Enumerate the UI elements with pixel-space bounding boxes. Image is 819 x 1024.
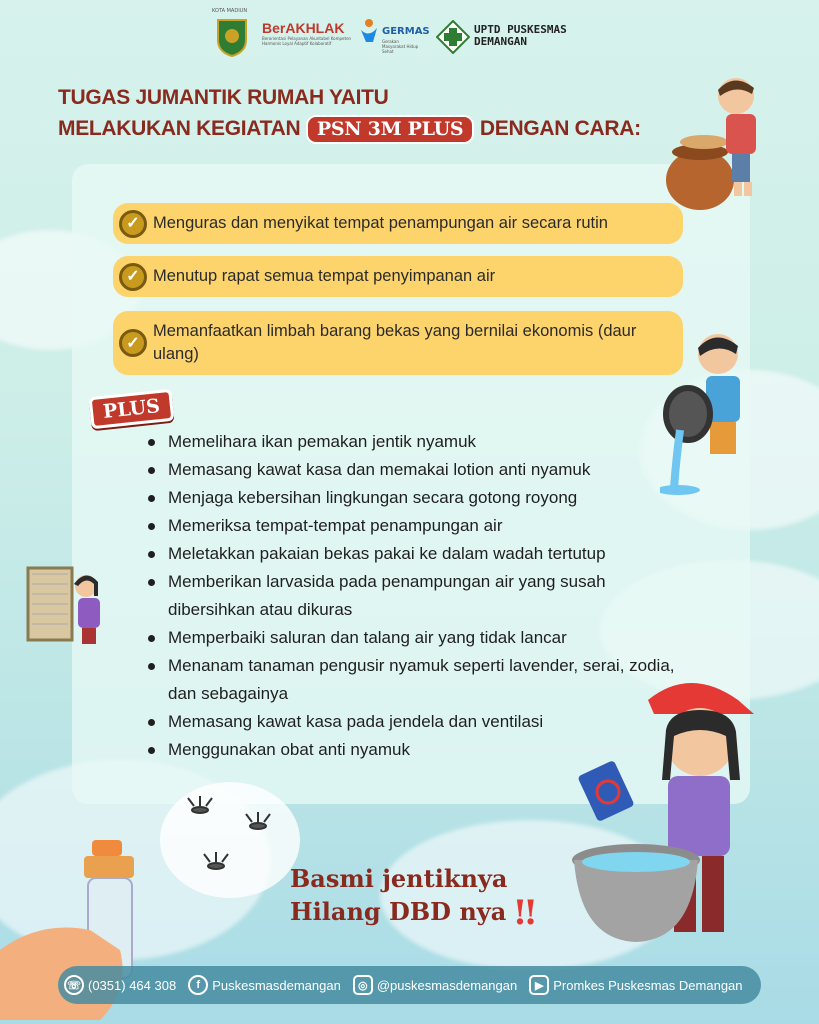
title-line2-post: DENGAN CARA: bbox=[479, 117, 641, 140]
phone-contact[interactable] bbox=[64, 975, 176, 995]
instagram-icon: ◎ bbox=[353, 975, 373, 995]
berakhlak-text: BerAKHLAK bbox=[262, 20, 345, 36]
page-title bbox=[58, 82, 698, 144]
girl-with-screen-illustration bbox=[24, 564, 114, 654]
instagram-link[interactable] bbox=[353, 975, 517, 995]
step-text: Menutup rapat semua tempat penyimpanan air bbox=[153, 267, 496, 285]
list-item: Memelihara ikan pemakan jentik nyamuk bbox=[144, 428, 684, 456]
title-line1: TUGAS JUMANTIK RUMAH YAITU bbox=[58, 86, 389, 109]
city-logo-text: KOTA MADIUN bbox=[212, 8, 248, 14]
puskesmas-line2: DEMANGAN bbox=[474, 35, 527, 48]
youtube-icon: ▶ bbox=[529, 975, 549, 995]
instagram-text: @puskesmasdemangan bbox=[376, 977, 518, 993]
mosquito-cloud-illustration bbox=[150, 770, 310, 920]
city-emblem-icon bbox=[214, 14, 250, 58]
list-item: Menjaga kebersihan lingkungan secara gotong royong bbox=[144, 484, 684, 512]
slogan-line2 bbox=[290, 893, 537, 933]
list-item: Menggunakan obat anti nyamuk bbox=[144, 736, 684, 764]
list-item: Meletakkan pakaian bekas pakai ke dalam wadah tertutup bbox=[144, 540, 684, 568]
phone-icon: ☏ bbox=[64, 975, 84, 995]
germas-figure-icon bbox=[358, 18, 380, 44]
plus-badge: PLUS bbox=[89, 389, 175, 429]
check-icon: ✓ bbox=[119, 263, 147, 291]
phone-text: (0351) 464 308 bbox=[88, 977, 177, 993]
berakhlak-logo bbox=[262, 20, 358, 46]
header-logos bbox=[212, 8, 612, 60]
puskesmas-name bbox=[474, 24, 567, 48]
facebook-icon: f bbox=[188, 975, 208, 995]
psn-3m-plus-tag: PSN 3M PLUS bbox=[306, 115, 474, 144]
list-item: Memperbaiki saluran dan talang air yang tidak lancar bbox=[144, 624, 684, 652]
step-text: Memanfaatkan limbah barang bekas yang bernilai ekonomis (daur ulang) bbox=[153, 322, 637, 363]
girl-pouring-larvicide-illustration bbox=[570, 670, 770, 950]
check-icon: ✓ bbox=[119, 329, 147, 357]
berakhlak-subtext: Berorientasi Pelayanan Akuntabel Kompeten Harmonis Loyal Adaptif Kolaboratif bbox=[262, 36, 352, 46]
germas-subtext: Gerakan Masyarakat Hidup Sehat bbox=[382, 39, 419, 54]
boy-scrubbing-jar-illustration bbox=[664, 72, 794, 222]
title-line2-pre: MELAKUKAN KEGIATAN bbox=[58, 117, 301, 140]
youtube-link[interactable] bbox=[529, 975, 742, 995]
list-item: Memeriksa tempat-tempat penampungan air bbox=[144, 512, 684, 540]
step-item bbox=[113, 256, 683, 297]
youtube-text: Promkes Puskesmas Demangan bbox=[553, 977, 743, 993]
list-item: Memasang kawat kasa pada jendela dan ventilasi bbox=[144, 708, 684, 736]
germas-text: GERMAS bbox=[382, 26, 430, 37]
list-item: Menanam tanaman pengusir nyamuk seperti lavender, serai, zodia, dan sebagainya bbox=[144, 652, 684, 708]
check-icon: ✓ bbox=[119, 210, 147, 238]
puskesmas-line1: UPTD PUSKESMAS bbox=[474, 23, 567, 36]
step-text: Menguras dan menyikat tempat penampungan air secara rutin bbox=[153, 214, 608, 232]
list-item: Memasang kawat kasa dan memakai lotion anti nyamuk bbox=[144, 456, 684, 484]
boy-emptying-tire-illustration bbox=[660, 330, 770, 500]
title-line2 bbox=[58, 113, 698, 144]
step-item bbox=[113, 311, 683, 375]
double-exclamation-icon: ‼ bbox=[514, 893, 537, 933]
slogan bbox=[290, 864, 537, 933]
facebook-link[interactable] bbox=[188, 975, 341, 995]
facebook-text: Puskesmasdemangan bbox=[212, 977, 341, 993]
slogan-line2-text: Hilang DBD nya bbox=[290, 897, 507, 926]
list-item: Memberikan larvasida pada penampungan air yang susah dibersihkan atau dikuras bbox=[144, 568, 684, 624]
step-item bbox=[113, 203, 683, 244]
puskesmas-cross-icon bbox=[436, 20, 470, 54]
contact-footer bbox=[58, 966, 761, 1004]
slogan-line1: Basmi jentiknya bbox=[290, 864, 508, 893]
